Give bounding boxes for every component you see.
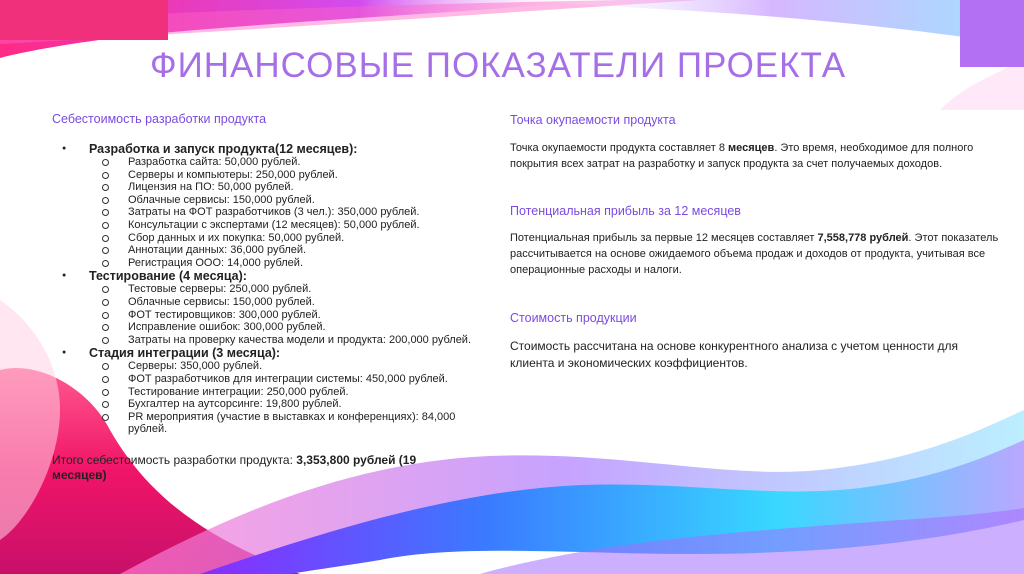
list-item: ФОТ тестировщиков: 300,000 рублей. [128,309,472,322]
profit-text [510,230,1000,278]
payback-text [510,140,1000,172]
payback-heading: Точка окупаемости продукта [510,113,676,127]
list-item: Затраты на ФОТ разработчиков (3 чел.): 350,000 рублей. [128,206,472,219]
profit-text-part: Потенциальная прибыль за первые 12 месяцев составляет [510,232,818,244]
purple-accent-block [960,0,1024,67]
pink-accent-block [0,0,168,40]
list-item: Затраты на проверку качества модели и продукта: 200,000 рублей. [128,333,472,346]
list-item: ФОТ разработчиков для интеграции системы: 450,000 рублей. [128,373,472,386]
list-item: Облачные сервисы: 150,000 рублей. [128,194,472,207]
list-item: Облачные сервисы: 150,000 рублей. [128,296,472,309]
list-item: Консультации с экспертами (12 месяцев): 50,000 рублей. [128,219,472,232]
category-testing: ● Тестирование (4 месяца): [52,269,472,283]
profit-heading: Потенциальная прибыль за 12 месяцев [510,204,741,218]
list-item: Разработка сайта: 50,000 рублей. [128,156,472,169]
profit-text-part: . Этот показатель рассчитывается на основе ожидаемого объема продаж и доходов от продукта, учитывая все операционные расходы и налоги. [510,232,999,276]
profit-value: 7,558,778 рублей [817,232,909,244]
cost-price-heading: Стоимость продукции [510,311,637,325]
integration-items [52,360,472,436]
total-cost [52,453,472,483]
list-item: Тестирование интеграции: 250,000 рублей. [128,386,472,399]
list-item: Бухгалтер на аутсорсинге: 19,800 рублей. [128,398,472,411]
cost-heading: Себестоимость разработки продукта [52,112,267,126]
list-item: Серверы: 350,000 рублей. [128,360,472,373]
list-item: PR мероприятия (участие в выставках и конференциях): 84,000 рублей. [128,411,472,436]
list-item: Тестовые серверы: 250,000 рублей. [128,283,472,296]
list-item: Исправление ошибок: 300,000 рублей. [128,321,472,334]
list-item: Регистрация ООО: 14,000 рублей. [128,257,472,270]
list-item: Лицензия на ПО: 50,000 рублей. [128,181,472,194]
development-items [52,156,472,269]
list-item: Аннотации данных: 36,000 рублей. [128,244,472,257]
category-development: ● Разработка и запуск продукта(12 месяцев): [52,142,472,156]
cost-section [52,112,472,483]
page-title: ФИНАНСОВЫЕ ПОКАЗАТЕЛИ ПРОЕКТА [150,46,847,85]
list-item: Сбор данных и их покупка: 50,000 рублей. [128,232,472,245]
total-value: 3,353,800 рублей (19 месяцев) [52,452,417,482]
total-label: Итого себестоимость разработки продукта: [52,452,297,467]
list-item: Серверы и компьютеры: 250,000 рублей. [128,169,472,182]
payback-text-part: Точка окупаемости продукта составляет 8 [510,142,729,154]
metrics-section [510,113,1000,372]
payback-text-part: . Это время, необходимое для полного покрытия всех затрат на разработку и запуск продукта за счет получаемых доходов. [510,142,974,170]
testing-items [52,283,472,346]
cost-price-text: Стоимость рассчитана на основе конкурентного анализа с учетом ценности для клиента и экономических коэффициентов. [510,339,958,370]
payback-months: месяцев [728,142,775,154]
category-integration: ● Стадия интеграции (3 месяца): [52,346,472,360]
